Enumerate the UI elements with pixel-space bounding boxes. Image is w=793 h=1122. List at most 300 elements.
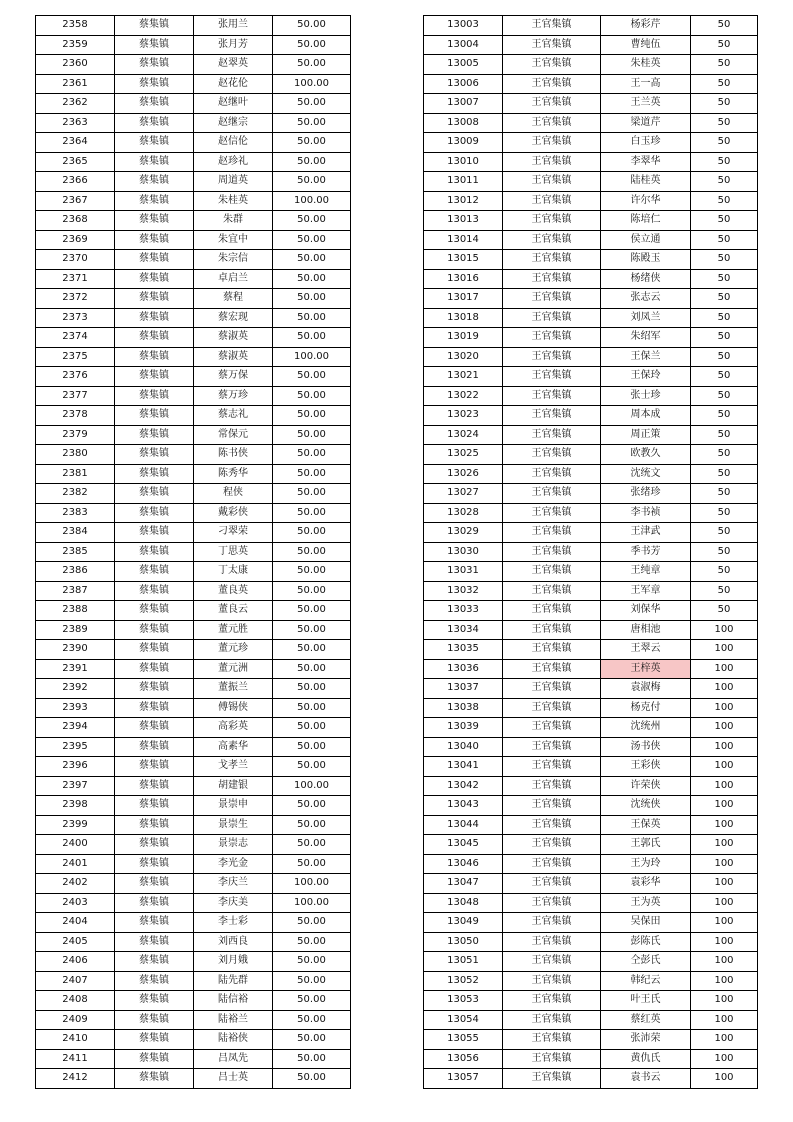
table-row — [36, 718, 351, 738]
cell-town: 王官集镇 — [503, 620, 601, 640]
cell-name: 沈统文 — [601, 464, 691, 484]
cell-number: 13035 — [424, 640, 503, 660]
table-row — [424, 484, 758, 504]
right-table-body — [424, 16, 758, 1089]
cell-town: 蔡集镇 — [115, 1030, 194, 1050]
cell-town: 蔡集镇 — [115, 562, 194, 582]
cell-number: 2392 — [36, 679, 115, 699]
cell-amount: 50 — [691, 464, 758, 484]
cell-amount: 100 — [691, 835, 758, 855]
cell-name: 仝彭氏 — [601, 952, 691, 972]
cell-name: 王为英 — [601, 893, 691, 913]
cell-name: 王保英 — [601, 815, 691, 835]
cell-name: 丁思英 — [194, 542, 273, 562]
cell-number: 13036 — [424, 659, 503, 679]
cell-number: 13054 — [424, 1010, 503, 1030]
cell-number: 2370 — [36, 250, 115, 270]
cell-number: 13009 — [424, 133, 503, 153]
table-row — [424, 1030, 758, 1050]
cell-town: 蔡集镇 — [115, 425, 194, 445]
cell-town: 王官集镇 — [503, 191, 601, 211]
cell-amount: 50.00 — [273, 679, 351, 699]
cell-name: 杨克付 — [601, 698, 691, 718]
cell-town: 王官集镇 — [503, 503, 601, 523]
cell-amount: 50.00 — [273, 1049, 351, 1069]
table-row — [36, 601, 351, 621]
cell-amount: 50 — [691, 367, 758, 387]
table-row — [424, 698, 758, 718]
cell-town: 王官集镇 — [503, 289, 601, 309]
table-row — [36, 74, 351, 94]
cell-town: 王官集镇 — [503, 542, 601, 562]
cell-town: 王官集镇 — [503, 55, 601, 75]
table-row — [424, 172, 758, 192]
cell-number: 13017 — [424, 289, 503, 309]
cell-amount: 50 — [691, 503, 758, 523]
cell-number: 2380 — [36, 445, 115, 465]
cell-number: 2366 — [36, 172, 115, 192]
table-row — [424, 308, 758, 328]
cell-name: 赵继宗 — [194, 113, 273, 133]
cell-town: 蔡集镇 — [115, 230, 194, 250]
cell-number: 13021 — [424, 367, 503, 387]
table-row — [424, 347, 758, 367]
cell-amount: 100 — [691, 854, 758, 874]
cell-town: 王官集镇 — [503, 445, 601, 465]
cell-amount: 50 — [691, 289, 758, 309]
cell-name: 赵翠英 — [194, 55, 273, 75]
cell-number: 13032 — [424, 581, 503, 601]
table-row — [424, 854, 758, 874]
cell-name: 陈培仁 — [601, 211, 691, 231]
cell-amount: 50.00 — [273, 698, 351, 718]
cell-name: 王一高 — [601, 74, 691, 94]
cell-amount: 100 — [691, 1049, 758, 1069]
cell-amount: 50.00 — [273, 796, 351, 816]
table-row — [424, 328, 758, 348]
cell-amount: 50.00 — [273, 55, 351, 75]
cell-town: 蔡集镇 — [115, 854, 194, 874]
cell-town: 王官集镇 — [503, 308, 601, 328]
cell-amount: 100 — [691, 952, 758, 972]
table-row — [36, 620, 351, 640]
cell-town: 蔡集镇 — [115, 94, 194, 114]
cell-number: 13053 — [424, 991, 503, 1011]
cell-number: 13037 — [424, 679, 503, 699]
cell-amount: 50.00 — [273, 952, 351, 972]
cell-number: 13049 — [424, 913, 503, 933]
table-row — [36, 35, 351, 55]
cell-name: 彭陈氏 — [601, 932, 691, 952]
cell-name: 陆裕侠 — [194, 1030, 273, 1050]
cell-name: 李翠华 — [601, 152, 691, 172]
cell-town: 蔡集镇 — [115, 991, 194, 1011]
cell-name: 蔡宏现 — [194, 308, 273, 328]
cell-number: 2373 — [36, 308, 115, 328]
cell-number: 2368 — [36, 211, 115, 231]
cell-amount: 50.00 — [273, 464, 351, 484]
cell-amount: 50 — [691, 523, 758, 543]
table-row — [36, 386, 351, 406]
cell-number: 13039 — [424, 718, 503, 738]
cell-number: 2375 — [36, 347, 115, 367]
cell-number: 2401 — [36, 854, 115, 874]
cell-name: 蔡程 — [194, 289, 273, 309]
cell-name: 李庆美 — [194, 893, 273, 913]
table-row — [36, 16, 351, 36]
table-row — [36, 542, 351, 562]
cell-amount: 50 — [691, 601, 758, 621]
table-row — [36, 679, 351, 699]
cell-town: 蔡集镇 — [115, 406, 194, 426]
cell-amount: 50.00 — [273, 542, 351, 562]
cell-name: 刘西良 — [194, 932, 273, 952]
cell-town: 王官集镇 — [503, 893, 601, 913]
cell-amount: 100 — [691, 815, 758, 835]
cell-name: 朱桂英 — [601, 55, 691, 75]
cell-name: 王保兰 — [601, 347, 691, 367]
cell-name: 吕凤先 — [194, 1049, 273, 1069]
cell-amount: 50 — [691, 328, 758, 348]
cell-town: 蔡集镇 — [115, 133, 194, 153]
table-row — [36, 1030, 351, 1050]
cell-town: 王官集镇 — [503, 1069, 601, 1089]
cell-number: 13047 — [424, 874, 503, 894]
table-row — [424, 16, 758, 36]
cell-amount: 50.00 — [273, 757, 351, 777]
cell-name: 沈统州 — [601, 718, 691, 738]
cell-number: 13038 — [424, 698, 503, 718]
cell-amount: 50.00 — [273, 230, 351, 250]
table-row — [424, 55, 758, 75]
cell-name: 傅锡侠 — [194, 698, 273, 718]
cell-name: 张绪珍 — [601, 484, 691, 504]
cell-name: 董元珍 — [194, 640, 273, 660]
cell-town: 蔡集镇 — [115, 757, 194, 777]
cell-number: 2383 — [36, 503, 115, 523]
cell-town: 王官集镇 — [503, 230, 601, 250]
table-row — [424, 191, 758, 211]
cell-name: 王保玲 — [601, 367, 691, 387]
cell-amount: 50.00 — [273, 659, 351, 679]
table-row — [424, 74, 758, 94]
cell-town: 蔡集镇 — [115, 386, 194, 406]
cell-town: 蔡集镇 — [115, 542, 194, 562]
table-row — [424, 581, 758, 601]
table-row — [36, 932, 351, 952]
cell-amount: 50 — [691, 562, 758, 582]
cell-town: 王官集镇 — [503, 718, 601, 738]
cell-number: 2400 — [36, 835, 115, 855]
cell-town: 蔡集镇 — [115, 601, 194, 621]
cell-name: 王津武 — [601, 523, 691, 543]
cell-town: 王官集镇 — [503, 737, 601, 757]
cell-town: 蔡集镇 — [115, 289, 194, 309]
cell-number: 2367 — [36, 191, 115, 211]
cell-town: 王官集镇 — [503, 133, 601, 153]
cell-name: 袁淑梅 — [601, 679, 691, 699]
cell-amount: 50 — [691, 16, 758, 36]
table-row — [424, 367, 758, 387]
cell-number: 2387 — [36, 581, 115, 601]
cell-name: 陆桂英 — [601, 172, 691, 192]
table-row — [424, 523, 758, 543]
table-row — [36, 172, 351, 192]
cell-number: 2406 — [36, 952, 115, 972]
cell-town: 王官集镇 — [503, 16, 601, 36]
cell-amount: 50.00 — [273, 718, 351, 738]
cell-town: 蔡集镇 — [115, 640, 194, 660]
table-row — [36, 464, 351, 484]
cell-name: 李庆兰 — [194, 874, 273, 894]
cell-amount: 50 — [691, 269, 758, 289]
cell-number: 13016 — [424, 269, 503, 289]
table-row — [424, 94, 758, 114]
cell-number: 13046 — [424, 854, 503, 874]
table-row — [36, 952, 351, 972]
cell-number: 13020 — [424, 347, 503, 367]
table-row — [36, 796, 351, 816]
cell-amount: 100.00 — [273, 893, 351, 913]
cell-name: 景崇申 — [194, 796, 273, 816]
cell-name: 王纯章 — [601, 562, 691, 582]
cell-name: 高素华 — [194, 737, 273, 757]
cell-town: 王官集镇 — [503, 796, 601, 816]
cell-number: 2377 — [36, 386, 115, 406]
table-row — [36, 152, 351, 172]
table-row — [424, 601, 758, 621]
cell-number: 13013 — [424, 211, 503, 231]
cell-amount: 50 — [691, 484, 758, 504]
cell-town: 王官集镇 — [503, 172, 601, 192]
cell-amount: 50.00 — [273, 406, 351, 426]
cell-number: 2390 — [36, 640, 115, 660]
cell-name: 朱群 — [194, 211, 273, 231]
cell-amount: 100 — [691, 776, 758, 796]
table-row — [36, 562, 351, 582]
cell-amount: 50 — [691, 445, 758, 465]
cell-town: 王官集镇 — [503, 1030, 601, 1050]
cell-amount: 50 — [691, 191, 758, 211]
cell-amount: 50.00 — [273, 562, 351, 582]
cell-number: 13027 — [424, 484, 503, 504]
cell-town: 蔡集镇 — [115, 308, 194, 328]
cell-number: 13019 — [424, 328, 503, 348]
cell-town: 蔡集镇 — [115, 55, 194, 75]
cell-number: 2386 — [36, 562, 115, 582]
cell-town: 蔡集镇 — [115, 347, 194, 367]
cell-number: 13057 — [424, 1069, 503, 1089]
cell-number: 13034 — [424, 620, 503, 640]
table-row — [36, 250, 351, 270]
cell-amount: 50.00 — [273, 971, 351, 991]
cell-town: 王官集镇 — [503, 913, 601, 933]
table-row — [36, 1069, 351, 1089]
table-row — [36, 191, 351, 211]
cell-amount: 50.00 — [273, 152, 351, 172]
cell-number: 13023 — [424, 406, 503, 426]
cell-number: 2374 — [36, 328, 115, 348]
cell-name: 李光金 — [194, 854, 273, 874]
cell-amount: 100 — [691, 620, 758, 640]
cell-town: 王官集镇 — [503, 835, 601, 855]
cell-town: 蔡集镇 — [115, 1069, 194, 1089]
table-row — [36, 1010, 351, 1030]
table-row — [36, 698, 351, 718]
cell-amount: 50.00 — [273, 386, 351, 406]
table-row — [36, 815, 351, 835]
cell-town: 王官集镇 — [503, 347, 601, 367]
cell-name: 赵花伦 — [194, 74, 273, 94]
cell-number: 13011 — [424, 172, 503, 192]
cell-amount: 50.00 — [273, 35, 351, 55]
cell-number: 13029 — [424, 523, 503, 543]
cell-town: 王官集镇 — [503, 991, 601, 1011]
table-row — [36, 737, 351, 757]
cell-name: 刘保华 — [601, 601, 691, 621]
table-row — [36, 835, 351, 855]
cell-town: 蔡集镇 — [115, 776, 194, 796]
cell-name: 朱桂英 — [194, 191, 273, 211]
cell-name: 陆先群 — [194, 971, 273, 991]
cell-name: 曹纯伍 — [601, 35, 691, 55]
cell-number: 2388 — [36, 601, 115, 621]
cell-amount: 50.00 — [273, 16, 351, 36]
cell-name: 白玉珍 — [601, 133, 691, 153]
cell-name: 赵继叶 — [194, 94, 273, 114]
cell-name: 周正策 — [601, 425, 691, 445]
cell-name: 蔡淑英 — [194, 328, 273, 348]
cell-name: 周道英 — [194, 172, 273, 192]
cell-town: 蔡集镇 — [115, 503, 194, 523]
cell-amount: 50.00 — [273, 523, 351, 543]
cell-town: 蔡集镇 — [115, 172, 194, 192]
cell-name: 赵信伦 — [194, 133, 273, 153]
cell-number: 13030 — [424, 542, 503, 562]
table-row — [36, 776, 351, 796]
table-row — [424, 659, 758, 679]
cell-amount: 100 — [691, 913, 758, 933]
cell-name: 赵珍礼 — [194, 152, 273, 172]
cell-number: 13022 — [424, 386, 503, 406]
cell-number: 13028 — [424, 503, 503, 523]
cell-name: 戈孝兰 — [194, 757, 273, 777]
table-row — [36, 503, 351, 523]
cell-town: 王官集镇 — [503, 757, 601, 777]
cell-name: 袁彩华 — [601, 874, 691, 894]
cell-number: 13052 — [424, 971, 503, 991]
cell-name: 程侠 — [194, 484, 273, 504]
cell-amount: 50.00 — [273, 113, 351, 133]
cell-town: 蔡集镇 — [115, 581, 194, 601]
cell-number: 2372 — [36, 289, 115, 309]
cell-number: 2404 — [36, 913, 115, 933]
cell-number: 2359 — [36, 35, 115, 55]
cell-town: 王官集镇 — [503, 562, 601, 582]
cell-amount: 50.00 — [273, 835, 351, 855]
cell-name: 王军章 — [601, 581, 691, 601]
cell-number: 13007 — [424, 94, 503, 114]
table-row — [424, 893, 758, 913]
cell-number: 2407 — [36, 971, 115, 991]
cell-amount: 50.00 — [273, 601, 351, 621]
cell-number: 2395 — [36, 737, 115, 757]
cell-amount: 100 — [691, 893, 758, 913]
table-row — [424, 406, 758, 426]
cell-name: 常保元 — [194, 425, 273, 445]
table-row — [424, 952, 758, 972]
cell-name: 朱宜中 — [194, 230, 273, 250]
cell-town: 王官集镇 — [503, 425, 601, 445]
cell-number: 2369 — [36, 230, 115, 250]
cell-town: 蔡集镇 — [115, 620, 194, 640]
cell-number: 13024 — [424, 425, 503, 445]
table-row — [424, 113, 758, 133]
cell-number: 2411 — [36, 1049, 115, 1069]
table-row — [424, 835, 758, 855]
cell-amount: 50.00 — [273, 932, 351, 952]
table-row — [424, 230, 758, 250]
cell-amount: 50.00 — [273, 854, 351, 874]
cell-name: 侯立通 — [601, 230, 691, 250]
cell-amount: 50 — [691, 425, 758, 445]
table-row — [424, 991, 758, 1011]
cell-number: 2385 — [36, 542, 115, 562]
cell-name: 王彩侠 — [601, 757, 691, 777]
cell-name: 梁道芹 — [601, 113, 691, 133]
cell-name: 丁太康 — [194, 562, 273, 582]
cell-town: 蔡集镇 — [115, 191, 194, 211]
table-row — [424, 640, 758, 660]
cell-amount: 100 — [691, 874, 758, 894]
cell-number: 2371 — [36, 269, 115, 289]
cell-amount: 50.00 — [273, 250, 351, 270]
cell-town: 王官集镇 — [503, 776, 601, 796]
cell-number: 2397 — [36, 776, 115, 796]
cell-number: 2362 — [36, 94, 115, 114]
left-table — [35, 15, 351, 1089]
cell-name: 董元胜 — [194, 620, 273, 640]
cell-name: 杨彩芹 — [601, 16, 691, 36]
table-row — [424, 1069, 758, 1089]
cell-name: 叶王氏 — [601, 991, 691, 1011]
table-row — [36, 484, 351, 504]
cell-amount: 100 — [691, 757, 758, 777]
cell-amount: 50 — [691, 386, 758, 406]
table-row — [424, 562, 758, 582]
cell-number: 13045 — [424, 835, 503, 855]
cell-number: 2402 — [36, 874, 115, 894]
cell-name: 董良英 — [194, 581, 273, 601]
cell-name: 王翠云 — [601, 640, 691, 660]
cell-number: 2365 — [36, 152, 115, 172]
cell-name: 沈统侠 — [601, 796, 691, 816]
cell-amount: 100 — [691, 679, 758, 699]
cell-amount: 50.00 — [273, 737, 351, 757]
table-row — [36, 94, 351, 114]
cell-amount: 50 — [691, 406, 758, 426]
cell-town: 王官集镇 — [503, 601, 601, 621]
cell-town: 蔡集镇 — [115, 815, 194, 835]
cell-amount: 100 — [691, 659, 758, 679]
cell-amount: 100.00 — [273, 347, 351, 367]
cell-name: 周本成 — [601, 406, 691, 426]
cell-town: 蔡集镇 — [115, 484, 194, 504]
cell-town: 蔡集镇 — [115, 796, 194, 816]
cell-amount: 50 — [691, 94, 758, 114]
table-row — [36, 425, 351, 445]
cell-number: 13005 — [424, 55, 503, 75]
